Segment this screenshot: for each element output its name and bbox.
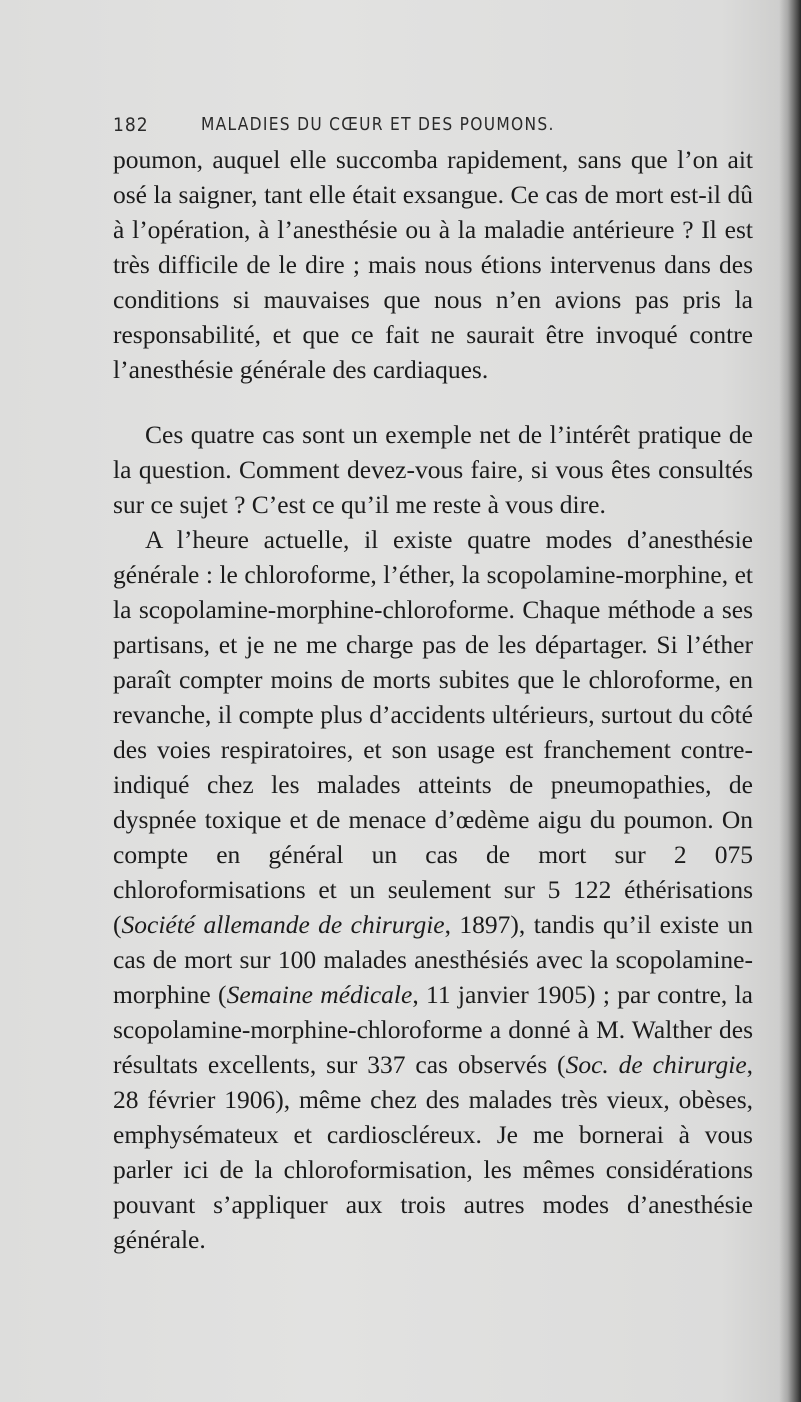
page-number: 182 xyxy=(113,114,149,136)
paragraph-3-text-c: , 11 janvier 1905) ; par contre, la scopolamine-morphine-chloroforme a donné à M. Walther des résultats excellents, sur 337 cas observés ( xyxy=(113,980,753,1079)
paragraph-3 xyxy=(113,522,753,1257)
paragraph-3-text-a: A l’heure actuelle, il existe quatre modes d’anesthésie générale : le chloroforme, l’éther, la scopolamine-morphine, et la scopolamine-morphine-chloroforme. Chaque méthode a ses partisans, et je ne me charge pas de les départager. Si l’éther paraît compter moins de morts subites que le chloroforme, en revanche, il compte plus d’accidents ultérieurs, surtout du côté des voies respiratoires, et son usage est franchement contre-indiqué chez les malades atteints de pneumopathies, de dyspnée toxique et de menace d’œdème aigu du poumon. On compte en général un cas de mort sur 2 075 chloroformisations et un seulement sur 5 122 éthérisations ( xyxy=(113,525,753,939)
paragraph-2: Ces quatre cas sont un exemple net de l’intérêt pratique de la question. Comment devez-vous faire, si vous êtes consultés sur ce sujet ? C’est ce qu’il me reste à vous dire. xyxy=(113,420,753,519)
paragraph-3-text-b: , 1897), tandis qu’il existe un cas de mort sur 100 malades anesthésiés avec la scopolamine-morphine ( xyxy=(113,910,753,1009)
body-text xyxy=(113,142,753,1257)
citation-societe-allemande: Société allemande de chirurgie xyxy=(121,910,445,939)
citation-soc-chirurgie: Soc. de chirurgie xyxy=(565,1050,747,1079)
citation-semaine-medicale: Semaine médicale xyxy=(226,980,413,1009)
paragraph-1: poumon, auquel elle succomba rapidement, sans que l’on ait osé la saigner, tant elle était exsangue. Ce cas de mort est-il dû à l’opération, à l’anesthésie ou à la maladie antérieure ? Il est très difficile de le dire ; mais nous étions intervenus dans des conditions si mauvaises que nous n’en avions pas pris la responsabilité, et que ce fait ne saurait être invoqué contre l’anesthésie générale des cardiaques. xyxy=(113,145,753,384)
page-header xyxy=(113,100,713,140)
running-title: MALADIES DU CŒUR ET DES POUMONS. xyxy=(201,114,555,135)
paragraph-3-text-d: , 28 février 1906), même chez des malades très vieux, obèses, emphysémateux et cardioscléreux. Je me bornerai à vous parler ici de la chloroformisation, les mêmes considérations pouvant s’appliquer aux trois autres modes d’anesthésie générale. xyxy=(113,1050,754,1254)
page-edge-shadow xyxy=(779,0,801,1402)
